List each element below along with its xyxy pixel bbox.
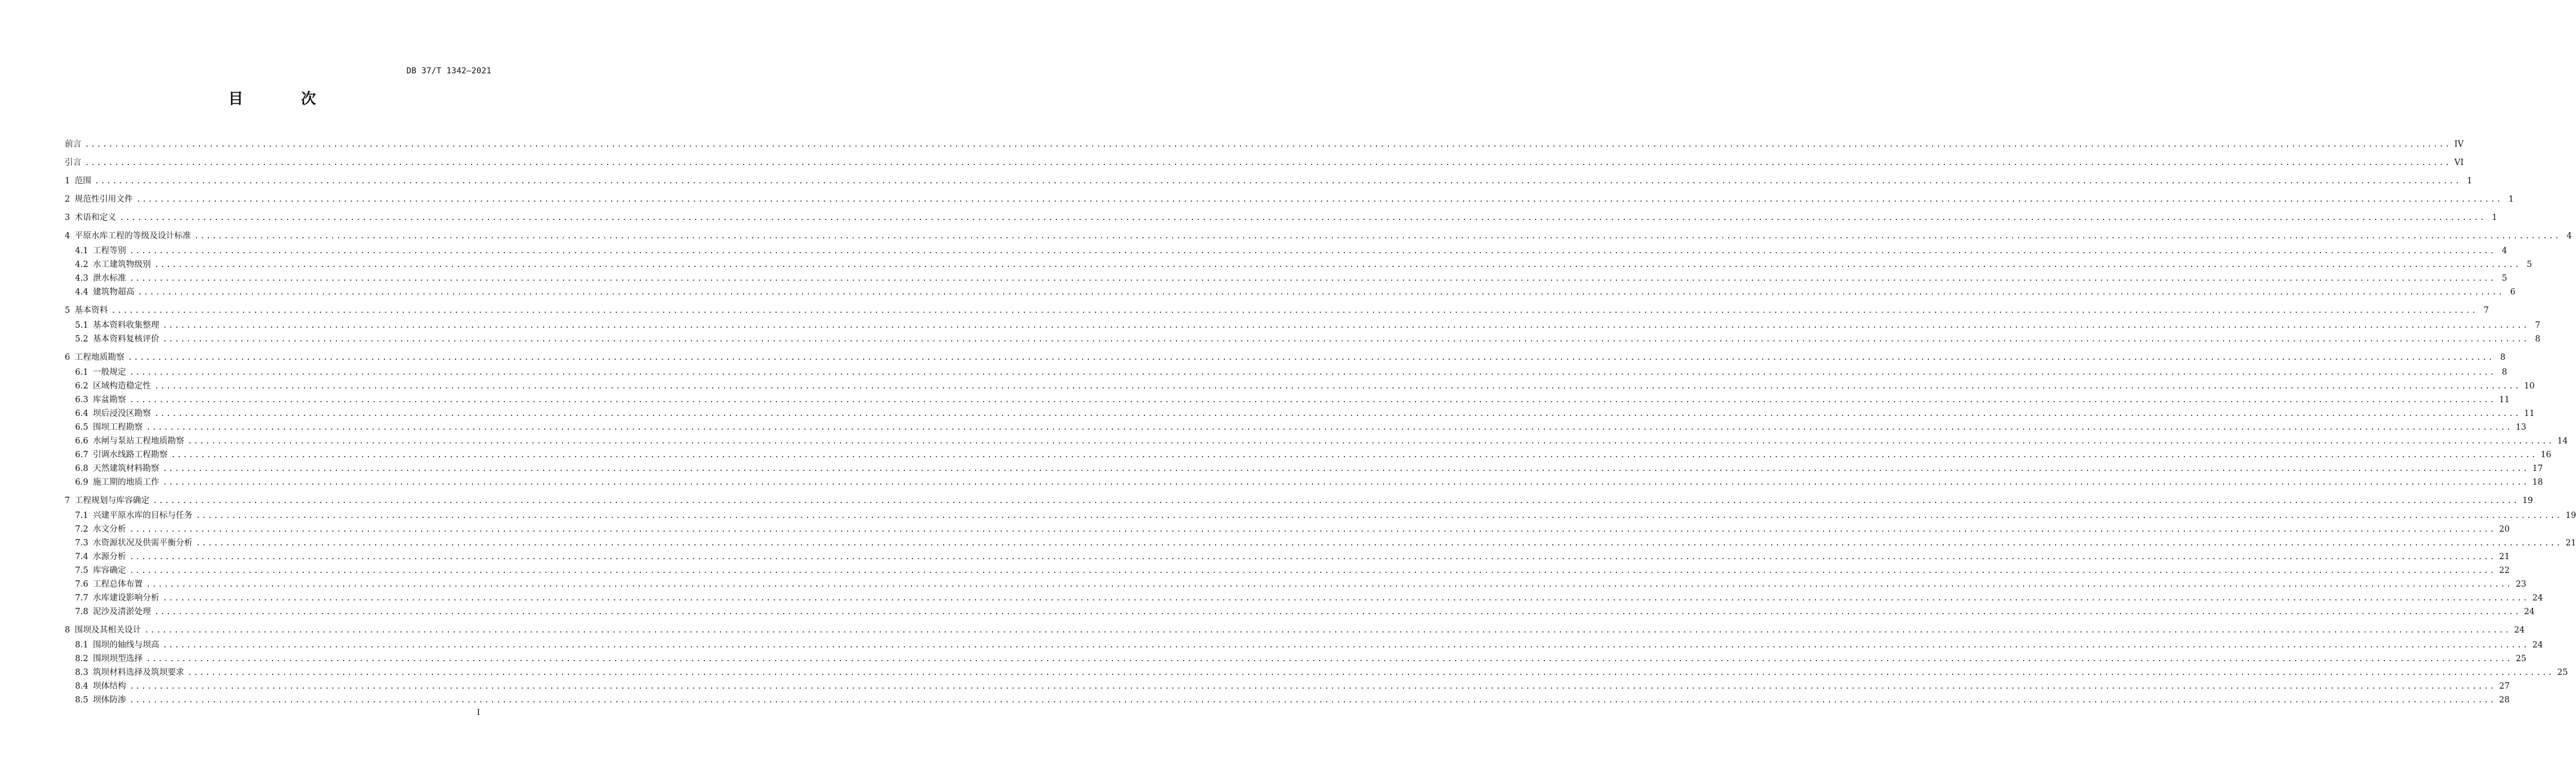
toc-entry-number: 6.6 <box>75 437 89 446</box>
toc-entry-page: 21 <box>2499 552 2510 561</box>
toc-entry-label: 基本资料复核评价 <box>93 335 160 344</box>
page-title: 目 次 <box>228 91 343 108</box>
toc-entry-page: 25 <box>2557 668 2568 677</box>
toc-entry-label: 水库建设影响分析 <box>93 594 160 603</box>
toc-leader-dots: ................................................................................................................................................................................................................................................................................................................................................................................................................ <box>154 261 2521 269</box>
toc-leader-dots: ................................................................................................................................................................................................................................................................................................................................................................................................................ <box>152 497 2519 505</box>
toc-entry-label: 范围 <box>74 176 92 186</box>
toc-entry[interactable] <box>75 579 2527 590</box>
toc-leader-dots: ................................................................................................................................................................................................................................................................................................................................................................................................................ <box>144 626 2511 635</box>
toc-entry[interactable] <box>75 639 2543 651</box>
toc-entry-number: 4.2 <box>75 260 89 269</box>
toc-entry[interactable] <box>75 408 2535 419</box>
toc-entry-number: 5.2 <box>75 335 89 344</box>
toc-entry-page: 5 <box>2502 274 2507 283</box>
toc-entry-label: 工程规划与库容确定 <box>74 496 150 505</box>
toc-entry-number: 6.2 <box>75 382 89 391</box>
toc-entry-label: 围坝工程勘察 <box>93 423 143 432</box>
toc-entry-number: 8.4 <box>75 682 89 691</box>
toc-entry[interactable] <box>75 592 2543 604</box>
toc-entry[interactable] <box>75 510 2576 521</box>
toc-entry[interactable] <box>75 245 2507 257</box>
toc-entry-label: 兴建平原水库的目标与任务 <box>93 511 193 520</box>
toc-entry-label: 工程等别 <box>93 246 127 256</box>
toc-entry-label: 坝后浸没区勘察 <box>93 409 151 418</box>
toc-entry-number: 4.4 <box>75 288 89 297</box>
toc-entry-page: 6 <box>2510 288 2516 297</box>
toc-entry-label: 天然建筑材料勘察 <box>93 464 160 473</box>
toc-entry-number: 6.8 <box>75 464 89 473</box>
toc-entry-number: 7 <box>65 496 70 505</box>
toc-entry-page: 4 <box>2566 231 2572 241</box>
toc-leader-dots: ................................................................................................................................................................................................................................................................................................................................................................................................................ <box>129 696 2496 705</box>
toc-entry-page: 28 <box>2499 696 2510 705</box>
toc-entry-page: 1 <box>2467 176 2472 186</box>
toc-entry-number: 2 <box>65 195 70 204</box>
toc-leader-dots: ................................................................................................................................................................................................................................................................................................................................................................................................................ <box>146 655 2512 663</box>
toc-entry-page: 19 <box>2565 511 2576 520</box>
toc-entry[interactable] <box>65 230 2572 242</box>
toc-entry-number: 7.2 <box>75 525 89 534</box>
toc-entry-number: 6.9 <box>75 478 89 487</box>
toc-entry-label: 围坝的轴线与坝高 <box>93 641 160 650</box>
toc-entry[interactable] <box>75 524 2510 535</box>
toc-entry-page: 22 <box>2499 566 2510 575</box>
toc-entry-number: 7.5 <box>75 566 89 575</box>
toc-entry-page: 4 <box>2502 246 2507 256</box>
toc-leader-dots: ................................................................................................................................................................................................................................................................................................................................................................................................................ <box>129 396 2496 404</box>
toc-entry-number: 4.1 <box>75 246 89 256</box>
toc-leader-dots: ................................................................................................................................................................................................................................................................................................................................................................................................................ <box>154 382 2521 391</box>
toc-entry[interactable] <box>65 194 2514 205</box>
toc-entry-number: 7.7 <box>75 594 89 603</box>
toc-entry[interactable] <box>75 477 2543 488</box>
toc-entry-label: 引言 <box>65 158 81 167</box>
toc-entry-label: 工程总体布置 <box>93 580 143 589</box>
toc-entry[interactable] <box>75 320 2540 331</box>
toc-entry-label: 一般规定 <box>93 368 127 377</box>
toc-leader-dots: ................................................................................................................................................................................................................................................................................................................................................................................................................ <box>129 247 2496 256</box>
toc-entry-page: 16 <box>2540 450 2551 459</box>
toc-leader-dots: ................................................................................................................................................................................................................................................................................................................................................................................................................ <box>163 478 2529 487</box>
toc-entry[interactable] <box>65 624 2525 636</box>
toc-entry[interactable] <box>75 667 2568 678</box>
toc-entry[interactable] <box>75 380 2535 392</box>
toc-leader-dots: ................................................................................................................................................................................................................................................................................................................................................................................................................ <box>85 140 2451 149</box>
toc-leader-dots: ................................................................................................................................................................................................................................................................................................................................................................................................................ <box>136 195 2503 204</box>
toc-entry-page: 23 <box>2515 580 2527 589</box>
toc-entry-label: 水工建筑物级别 <box>93 260 151 269</box>
toc-entry-page: IV <box>2454 140 2464 149</box>
toc-entry-label: 施工期的地质工作 <box>93 478 160 487</box>
toc-entry-page: 24 <box>2524 607 2535 616</box>
toc-entry-page: 11 <box>2524 409 2535 418</box>
toc-entry-number: 6.5 <box>75 423 89 432</box>
toc-entry[interactable] <box>75 286 2516 298</box>
toc-entry-label: 坝体结构 <box>93 682 127 691</box>
toc-entry-number: 6 <box>65 353 70 362</box>
document-code: DB 37/T 1342—2021 <box>406 66 491 76</box>
toc-leader-dots: ................................................................................................................................................................................................................................................................................................................................................................................................................ <box>137 288 2504 297</box>
toc-entry-number: 6.1 <box>75 368 89 377</box>
toc-entry-label: 水源分析 <box>93 552 127 561</box>
toc-leader-dots: ................................................................................................................................................................................................................................................................................................................................................................................................................ <box>129 525 2496 534</box>
toc-entry-label: 水资源状况及供需平衡分析 <box>93 539 193 548</box>
toc-entry-page: 13 <box>2515 423 2527 432</box>
toc-entry-page: 8 <box>2502 368 2507 377</box>
toc-entry[interactable] <box>75 367 2507 378</box>
toc-leader-dots: ................................................................................................................................................................................................................................................................................................................................................................................................................ <box>196 539 2562 548</box>
toc-entry[interactable] <box>75 681 2510 692</box>
toc-leader-dots: ................................................................................................................................................................................................................................................................................................................................................................................................................ <box>163 641 2529 650</box>
toc-entry[interactable] <box>75 394 2510 406</box>
toc-entry-number: 5.1 <box>75 321 89 330</box>
toc-leader-dots: ................................................................................................................................................................................................................................................................................................................................................................................................................ <box>129 682 2496 691</box>
toc-leader-dots: ................................................................................................................................................................................................................................................................................................................................................................................................................ <box>129 553 2496 561</box>
toc-entry-number: 8.5 <box>75 696 89 705</box>
toc-leader-dots: ................................................................................................................................................................................................................................................................................................................................................................................................................ <box>187 669 2554 677</box>
toc-entry-label: 平原水库工程的等级及设计标准 <box>74 231 191 241</box>
toc-leader-dots: ................................................................................................................................................................................................................................................................................................................................................................................................................ <box>163 335 2529 344</box>
toc-entry-page: 18 <box>2532 478 2543 487</box>
toc-entry-label: 泄水标准 <box>93 274 127 283</box>
toc-entry-label: 引调水线路工程勘察 <box>93 450 168 459</box>
toc-leader-dots: ................................................................................................................................................................................................................................................................................................................................................................................................................ <box>163 321 2529 330</box>
toc-leader-dots: ................................................................................................................................................................................................................................................................................................................................................................................................................ <box>171 451 2538 459</box>
toc-entry-page: 19 <box>2522 496 2533 505</box>
toc-leader-dots: ................................................................................................................................................................................................................................................................................................................................................................................................................ <box>163 594 2529 603</box>
toc-leader-dots: ................................................................................................................................................................................................................................................................................................................................................................................................................ <box>111 307 2477 315</box>
page-number: I <box>477 708 480 717</box>
toc-leader-dots: ................................................................................................................................................................................................................................................................................................................................................................................................................ <box>187 437 2554 446</box>
toc-leader-dots: ................................................................................................................................................................................................................................................................................................................................................................................................................ <box>129 368 2496 377</box>
toc-entry-number: 8.2 <box>75 654 89 663</box>
toc-entry[interactable] <box>65 139 2464 150</box>
toc-entry[interactable] <box>75 422 2527 433</box>
toc-entry-page: 1 <box>2508 195 2514 204</box>
toc-entry-number: 5 <box>65 306 70 315</box>
toc-entry[interactable] <box>75 551 2510 563</box>
toc-entry-label: 筑坝材料选择及筑坝要求 <box>93 668 184 677</box>
toc-entry[interactable] <box>75 694 2510 706</box>
toc-entry-page: 10 <box>2524 382 2535 391</box>
toc-entry-label: 水文分析 <box>93 525 127 534</box>
toc-entry-number: 6.3 <box>75 395 89 404</box>
toc-entry-label: 基本资料收集整理 <box>93 321 160 330</box>
toc-entry-label: 工程地质勘察 <box>74 353 125 362</box>
toc-leader-dots: ................................................................................................................................................................................................................................................................................................................................................................................................................ <box>95 177 2461 186</box>
toc-entry-page: 20 <box>2499 525 2510 534</box>
toc-leader-dots: ................................................................................................................................................................................................................................................................................................................................................................................................................ <box>129 567 2496 575</box>
toc-entry[interactable] <box>65 157 2464 168</box>
toc-entry-page: VI <box>2454 158 2464 167</box>
toc-entry[interactable] <box>75 463 2543 474</box>
toc-entry-page: 24 <box>2514 626 2525 635</box>
toc-entry-label: 区域构造稳定性 <box>93 382 151 391</box>
toc-entry[interactable] <box>75 606 2535 618</box>
toc-leader-dots: ................................................................................................................................................................................................................................................................................................................................................................................................................ <box>154 410 2521 418</box>
toc-entry[interactable] <box>65 175 2472 187</box>
toc-entry-number: 6.4 <box>75 409 89 418</box>
toc-entry-label: 泥沙及清淤处理 <box>93 607 151 616</box>
toc-leader-dots: ................................................................................................................................................................................................................................................................................................................................................................................................................ <box>146 423 2512 432</box>
toc-entry-number: 4 <box>65 231 70 241</box>
toc-leader-dots: ................................................................................................................................................................................................................................................................................................................................................................................................................ <box>85 159 2451 167</box>
toc-entry[interactable] <box>75 537 2576 549</box>
toc-entry-page: 11 <box>2499 395 2510 404</box>
toc-entry[interactable] <box>75 333 2540 345</box>
toc-entry-number: 7.3 <box>75 539 89 548</box>
toc-entry-page: 7 <box>2535 321 2540 330</box>
toc-entry-page: 27 <box>2499 682 2510 691</box>
toc-entry-page: 5 <box>2527 260 2532 269</box>
toc-entry-page: 8 <box>2535 335 2540 344</box>
toc-entry-label: 坝体防渗 <box>93 696 127 705</box>
toc-entry-page: 17 <box>2532 464 2543 473</box>
toc-entry[interactable] <box>65 495 2533 506</box>
toc-entry-label: 前言 <box>65 140 81 149</box>
toc-entry-label: 库盆勘察 <box>93 395 127 404</box>
toc-entry-number: 7.1 <box>75 511 89 520</box>
toc-leader-dots: ................................................................................................................................................................................................................................................................................................................................................................................................................ <box>129 274 2496 283</box>
toc-entry-page: 24 <box>2532 641 2543 650</box>
toc-entry-page: 25 <box>2515 654 2527 663</box>
toc-entry-number: 6.7 <box>75 450 89 459</box>
toc-entry-number: 4.3 <box>75 274 89 283</box>
toc-entry[interactable] <box>75 435 2568 447</box>
toc-entry-label: 术语和定义 <box>74 213 116 222</box>
toc-entry-label: 建筑物超高 <box>93 288 135 297</box>
toc-entry[interactable] <box>75 653 2527 665</box>
toc-entry-page: 7 <box>2483 306 2489 315</box>
toc-entry-page: 8 <box>2500 353 2506 362</box>
toc-entry[interactable] <box>75 259 2532 270</box>
toc-entry-label: 规范性引用文件 <box>74 195 133 204</box>
toc-leader-dots: ................................................................................................................................................................................................................................................................................................................................................................................................................ <box>163 465 2529 473</box>
toc-entry-number: 8 <box>65 626 70 635</box>
toc-entry-page: 21 <box>2565 539 2576 548</box>
toc-entry-number: 8.3 <box>75 668 89 677</box>
toc-entry-page: 24 <box>2532 594 2543 603</box>
toc-entry-number: 1 <box>65 176 70 186</box>
toc-entry-label: 水闸与泵站工程地质勘察 <box>93 437 184 446</box>
toc-entry-number: 8.1 <box>75 641 89 650</box>
toc-entry[interactable] <box>65 305 2489 316</box>
toc-entry-label: 库容确定 <box>93 566 127 575</box>
toc-entry-label: 围坝坝型选择 <box>93 654 143 663</box>
toc-entry[interactable] <box>75 449 2551 461</box>
toc-entry-page: 1 <box>2492 213 2498 222</box>
toc-leader-dots: ................................................................................................................................................................................................................................................................................................................................................................................................................ <box>196 512 2562 520</box>
toc-leader-dots: ................................................................................................................................................................................................................................................................................................................................................................................................................ <box>194 232 2561 241</box>
toc-entry[interactable] <box>65 212 2498 223</box>
toc-entry-page: 14 <box>2557 437 2568 446</box>
toc-entry-number: 3 <box>65 213 70 222</box>
toc-entry-number: 7.4 <box>75 552 89 561</box>
toc-leader-dots: ................................................................................................................................................................................................................................................................................................................................................................................................................ <box>154 608 2521 616</box>
toc-entry[interactable] <box>65 352 2506 363</box>
toc-leader-dots: ................................................................................................................................................................................................................................................................................................................................................................................................................ <box>119 214 2486 222</box>
toc-entry-number: 7.8 <box>75 607 89 616</box>
toc-leader-dots: ................................................................................................................................................................................................................................................................................................................................................................................................................ <box>128 353 2494 362</box>
toc-entry-label: 围坝及其相关设计 <box>74 626 141 635</box>
toc-entry[interactable] <box>75 273 2507 284</box>
toc-leader-dots: ................................................................................................................................................................................................................................................................................................................................................................................................................ <box>146 580 2512 589</box>
toc-entry[interactable] <box>75 565 2510 576</box>
toc-entry-label: 基本资料 <box>74 306 108 315</box>
toc-entry-number: 7.6 <box>75 580 89 589</box>
